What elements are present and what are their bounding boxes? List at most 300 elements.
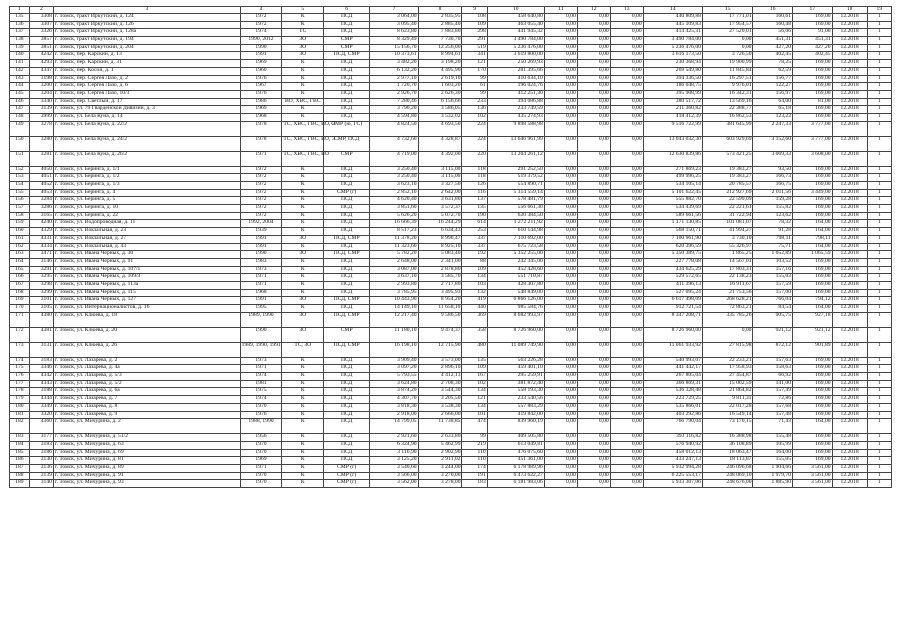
owners-funds-cell: 534 439,69 [643,205,702,213]
local-budget-cell: 0,00 [610,419,643,434]
local-budget-cell: 0,00 [610,281,643,289]
max-unit-cost-cell: 169,00 [793,75,833,83]
fund-cell: 0,00 [544,205,577,213]
max-unit-cost-cell: 3 561,00 [793,480,833,488]
completion-date-cell: 12.2018 [832,403,867,411]
system-cell: К [282,449,324,457]
building-id-cell: 3298 [29,281,53,289]
area-cell: 3 909,40 [370,357,418,365]
work-type-cell: ПСД [324,243,370,251]
completion-date-cell: 12.2018 [832,449,867,457]
local-budget-cell: 0,00 [610,98,643,106]
year-cell: 1991 [240,243,282,251]
unit-cost-cell: 155,48 [753,434,793,442]
work-type-cell: СМР [324,37,370,45]
year-cell: 1991 [240,235,282,243]
area-cell: 14 149,10 [370,305,418,313]
work-type-cell: ПСД, СМР [324,297,370,305]
system-cell: К [282,441,324,449]
other-funds-cell: 15 002,59 [702,380,753,388]
column-number: 17 [793,7,833,14]
work-type-cell: ПСД [324,281,370,289]
fund-cell: 0,00 [544,403,577,411]
owners-funds-cell: 211 360,82 [643,106,702,114]
address-cell: г. Томск, ул. Ивана Черных, д. 113а [53,281,240,289]
completion-date-cell: 12.2018 [832,14,867,22]
residents-cell: 298 [462,29,487,37]
fund-cell: 0,00 [544,373,577,381]
note-cell: 1 [867,281,891,289]
row-number-cell: 172 [10,327,30,342]
max-unit-cost-cell: 169,00 [793,365,833,373]
unit-cost-cell: 155,82 [753,205,793,213]
row-number-cell: 159 [10,220,30,228]
residents-cell: 233 [462,98,487,106]
residents-cell: 137 [462,197,487,205]
address-cell: г. Томск, ул. Мичурина, д. 63 [53,441,240,449]
work-type-cell: ПСД [324,388,370,396]
row-number-cell: 185 [10,449,30,457]
area-cell: 1 720,70 [370,83,418,91]
fund-cell: 0,00 [544,449,577,457]
work-type-cell: ПСД [324,373,370,381]
max-unit-cost-cell: 169,00 [793,21,833,29]
completion-date-cell: 12.2018 [832,411,867,419]
system-cell: К [282,289,324,297]
total-cost-cell: 839 960,19 [487,419,544,434]
living-area-cell: 3 572,37 [418,205,462,213]
total-cost-cell: 452 428,60 [487,266,544,274]
max-unit-cost-cell: 169,00 [793,281,833,289]
address-cell: г. Томск, ул. Лазарева, д. 7 [53,396,240,404]
area-cell: 3 637,10 [370,274,418,282]
local-budget-cell: 0,00 [610,258,643,266]
completion-date-cell: 12.2018 [832,441,867,449]
living-area-cell: 3 205,50 [418,396,462,404]
row-number-cell: 146 [10,98,30,106]
budget-cell: 0,00 [577,457,610,465]
total-cost-cell: 551 710,87 [487,274,544,282]
fund-cell: 0,00 [544,166,577,174]
owners-funds-cell: 418 412,39 [643,113,702,121]
table-row [10,312,892,327]
address-cell: г. Томск, тракт Иркутский, д. 204 [53,44,240,52]
living-area-cell: 3 538,30 [418,403,462,411]
work-type-cell: ПСД [324,220,370,228]
building-id-cell: 3346 [29,365,53,373]
row-number-cell: 171 [10,312,30,327]
completion-date-cell: 12.2018 [832,258,867,266]
column-number: 10 [487,7,544,14]
building-id-cell: 3471 [29,251,53,259]
local-budget-cell: 0,00 [610,151,643,166]
system-cell: ЗО [282,312,324,327]
other-funds-cell: 22 388,77 [702,106,753,114]
residents-cell: 110 [462,457,487,465]
budget-cell: 0,00 [577,312,610,327]
budget-cell: 0,00 [577,189,610,197]
owners-funds-cell: 434 625,29 [643,266,702,274]
local-budget-cell: 0,00 [610,357,643,365]
unit-cost-cell: 157,68 [753,403,793,411]
owners-funds-cell: 7 100 961,90 [643,235,702,243]
fund-cell: 0,00 [544,365,577,373]
building-id-cell: 3284 [29,197,53,205]
total-cost-cell: 620 384,50 [487,212,544,220]
note-cell: 1 [867,419,891,434]
table-row [10,464,892,472]
unit-cost-cell: 164,00 [753,449,793,457]
unit-cost-cell: 78,25 [753,60,793,68]
other-funds-cell: 17 803,31 [702,266,753,274]
other-funds-cell: 27 815,98 [702,342,753,357]
budget-cell: 0,00 [577,281,610,289]
budget-cell: 0,00 [577,98,610,106]
local-budget-cell: 0,00 [610,289,643,297]
work-type-cell: ПСД [324,396,370,404]
residents-cell: 102 [462,380,487,388]
row-number-cell: 176 [10,373,30,381]
row-number-cell: 148 [10,113,30,121]
note-cell: 1 [867,106,891,114]
owners-funds-cell: 8 347 208,71 [643,312,702,327]
other-funds-cell: 248 069,10 [702,472,753,480]
max-unit-cost-cell: 169,00 [793,411,833,419]
budget-cell: 0,00 [577,235,610,243]
address-cell: г. Томск, ул. Бела Куна, д. 24/2 [53,136,240,151]
row-number-cell: 165 [10,266,30,274]
building-id-cell: 4360 [29,419,53,434]
local-budget-cell: 0,00 [610,380,643,388]
row-number-cell: 179 [10,396,30,404]
area-cell: 3 540,60 [370,464,418,472]
year-cell: 1972 [240,205,282,213]
address-cell: г. Томск, ул. Ивана Черных, д. 91 [53,258,240,266]
address-cell: г. Томск, ул. Мичурина, д. 69 [53,449,240,457]
year-cell: 1990 [240,44,282,52]
local-budget-cell: 0,00 [610,14,643,22]
total-cost-cell: 563 226,28 [487,357,544,365]
max-unit-cost-cell: 169,00 [793,14,833,22]
building-id-cell: 3105 [29,305,53,313]
residents-cell: 291 [462,37,487,45]
completion-date-cell: 12.2018 [832,281,867,289]
other-funds-cell: 22 017,28 [702,403,753,411]
address-cell: г. Томск, ул. Беринга, д. 5 [53,197,240,205]
note-cell: 1 [867,434,891,442]
year-cell: 1971 [240,464,282,472]
max-unit-cost-cell: 169,00 [793,83,833,91]
residents-cell: 99 [462,90,487,98]
living-area-cell: 2 626,30 [418,90,462,98]
completion-date-cell: 12.2018 [832,67,867,75]
owners-funds-cell: 186 048,75 [643,83,702,91]
local-budget-cell: 0,00 [610,441,643,449]
budget-cell: 0,00 [577,67,610,75]
area-cell: 3 562,00 [370,480,418,488]
total-cost-cell: 675 723,58 [487,243,544,251]
other-funds-cell: 16 862,53 [702,113,753,121]
work-type-cell: ПСД [324,289,370,297]
owners-funds-cell: 271 869,23 [643,166,702,174]
system-cell: К [282,388,324,396]
total-cost-cell: 519 379,52 [487,174,544,182]
row-number-cell: 147 [10,106,30,114]
year-cell: 1972 [240,14,282,22]
system-cell: К [282,266,324,274]
table-row [10,342,892,357]
note-cell: 1 [867,266,891,274]
completion-date-cell: 12.2018 [832,480,867,488]
row-number-cell: 189 [10,480,30,488]
completion-date-cell: 12.2018 [832,136,867,151]
owners-funds-cell: 380 517,72 [643,98,702,106]
note-cell: 1 [867,166,891,174]
owners-funds-cell: 529 572,65 [643,274,702,282]
column-number: 19 [867,7,891,14]
other-funds-cell: 14 567,01 [702,258,753,266]
living-area-cell: 2 633,80 [418,434,462,442]
residents-cell: 480 [462,342,487,357]
local-budget-cell: 0,00 [610,29,643,37]
unit-cost-cell: 2 011,56 [753,189,793,197]
completion-date-cell: 12.2018 [832,60,867,68]
row-number-cell: 175 [10,365,30,373]
note-cell: 1 [867,60,891,68]
other-funds-cell: 22 233,21 [702,357,753,365]
fund-cell: 0,00 [544,52,577,60]
building-id-cell: 4380 [29,312,53,327]
column-number: 13 [610,7,643,14]
building-id-cell: 4053 [29,189,53,197]
max-unit-cost-cell: 169,00 [793,205,833,213]
year-cell: 1960 [240,67,282,75]
building-id-cell: 3999 [29,113,53,121]
residents-cell: 474 [462,419,487,434]
local-budget-cell: 0,00 [610,228,643,236]
residents-cell: 135 [462,205,487,213]
other-funds-cell: 1 865,25 [702,251,753,259]
other-funds-cell: 22 138,23 [702,274,753,282]
total-cost-cell: 13 646 961,99 [487,136,544,151]
completion-date-cell: 12.2018 [832,151,867,166]
address-cell: г. Томск, ул. Беринга, д. 4 [53,189,240,197]
work-type-cell: ПСД [324,182,370,190]
row-number-cell: 184 [10,441,30,449]
fund-cell: 0,00 [544,98,577,106]
note-cell: 1 [867,136,891,151]
note-cell: 1 [867,327,891,342]
fund-cell: 0,00 [544,90,577,98]
note-cell: 1 [867,388,891,396]
max-unit-cost-cell: 169,00 [793,274,833,282]
work-type-cell: ПСД, СМР [324,251,370,259]
living-area-cell: 6 634,43 [418,228,462,236]
address-cell: г. Томск, тракт Иркутский, д. 128а [53,29,240,37]
column-number: 2 [29,7,53,14]
system-cell: К [282,113,324,121]
total-cost-cell: 451 361,00 [487,457,544,465]
completion-date-cell: 12.2018 [832,83,867,91]
owners-funds-cell: 535 866,01 [643,403,702,411]
other-funds-cell: 212 927,69 [702,189,753,197]
completion-date-cell: 12.2018 [832,472,867,480]
area-cell: 4 620,40 [370,197,418,205]
owners-funds-cell: 458 012,13 [643,449,702,457]
year-cell: 1981 [240,380,282,388]
address-cell: г. Томск, пер. Косой, д. 1 [53,67,240,75]
area-cell: 3 087,00 [370,266,418,274]
other-funds-cell: 21 753,56 [702,289,753,297]
other-funds-cell: 19 900,99 [702,60,753,68]
table-row [10,281,892,289]
fund-cell: 0,00 [544,60,577,68]
building-id-cell: 3295 [29,274,53,282]
work-type-cell: ПСД [324,75,370,83]
total-cost-cell: 233 540,56 [487,396,544,404]
area-cell: 4 307,70 [370,396,418,404]
other-funds-cell: 73 170,15 [702,419,753,434]
budget-cell: 0,00 [577,411,610,419]
total-cost-cell: 6 178 989,96 [487,464,544,472]
note-cell: 1 [867,121,891,136]
total-cost-cell: 281 395,66 [487,67,544,75]
area-cell: 2 852,10 [370,189,418,197]
column-number: 5 [282,7,324,14]
local-budget-cell: 0,00 [610,197,643,205]
fund-cell: 0,00 [544,212,577,220]
budget-cell: 0,00 [577,205,610,213]
note-cell: 1 [867,365,891,373]
work-type-cell: ПСД [324,166,370,174]
fund-cell: 0,00 [544,243,577,251]
work-type-cell: СМР [324,327,370,342]
fund-cell: 0,00 [544,235,577,243]
fund-cell: 0,00 [544,289,577,297]
living-area-cell: 7 730,70 [418,37,462,45]
unit-cost-cell: 158,63 [753,365,793,373]
address-cell: г. Томск, пер. Светлый, д. 17 [53,98,240,106]
building-id-cell: 3340 [29,98,53,106]
local-budget-cell: 0,00 [610,449,643,457]
total-cost-cell: 463 055,40 [487,21,544,29]
address-cell: г. Томск, пер. Сергея Лазо, 10/3 [53,90,240,98]
total-cost-cell: 441 945,32 [487,29,544,37]
completion-date-cell: 12.2018 [832,380,867,388]
other-funds-cell: 603 929,69 [702,136,753,151]
year-cell: 1991 [240,297,282,305]
max-unit-cost-cell: 169,00 [793,457,833,465]
max-unit-cost-cell: 169,00 [793,373,833,381]
area-cell: 7 280,46 [370,98,418,106]
unit-cost-cell: 1 885,90 [753,480,793,488]
residents-cell: 109 [462,21,487,29]
row-number-cell: 141 [10,60,30,68]
local-budget-cell: 0,00 [610,37,643,45]
completion-date-cell: 12.2018 [832,266,867,274]
other-funds-cell: 55 326,97 [702,243,753,251]
max-unit-cost-cell: 3 777,00 [793,121,833,136]
fund-cell: 0,00 [544,380,577,388]
residents-cell: 358 [462,327,487,342]
local-budget-cell: 0,00 [610,189,643,197]
building-id-cell: 4347 [29,67,53,75]
address-cell: г. Томск, ул. Ивана Черных, д. 127 [53,297,240,305]
note-cell: 1 [867,52,891,60]
work-type-cell: ПСД [324,274,370,282]
area-cell: 3 851,60 [370,205,418,213]
local-budget-cell: 0,00 [610,327,643,342]
living-area-cell: 6 156,66 [418,98,462,106]
fund-cell: 0,00 [544,220,577,228]
budget-cell: 0,00 [577,434,610,442]
other-funds-cell: 18 063,47 [702,449,753,457]
completion-date-cell: 12.2018 [832,243,867,251]
building-id-cell: 3281 [29,151,53,166]
local-budget-cell: 0,00 [610,235,643,243]
budget-cell: 0,00 [577,419,610,434]
budget-cell: 0,00 [577,305,610,313]
completion-date-cell: 12.2018 [832,44,867,52]
completion-date-cell: 12.2018 [832,90,867,98]
system-cell: ЗО [282,327,324,342]
residents-cell: 103 [462,281,487,289]
owners-funds-cell: 6 225 553,17 [643,472,702,480]
owners-funds-cell: 230 368,94 [643,60,702,68]
fund-cell: 0,00 [544,274,577,282]
local-budget-cell: 0,00 [610,60,643,68]
local-budget-cell: 0,00 [610,434,643,442]
year-cell: 1969 [240,457,282,465]
year-cell: 1967 [240,83,282,91]
work-type-cell: ПСД [324,113,370,121]
max-unit-cost-cell: 164,00 [793,220,833,228]
area-cell: 14 799,05 [370,419,418,434]
other-funds-cell: 9 976,01 [702,83,753,91]
unit-cost-cell: 91,28 [753,228,793,236]
area-cell: 4 719,00 [370,151,418,166]
budget-cell: 0,00 [577,274,610,282]
row-number-cell: 154 [10,182,30,190]
work-type-cell: ПСД [324,457,370,465]
address-cell: г. Томск, ул. Беринга, д. 1/1 [53,166,240,174]
completion-date-cell: 12.2018 [832,457,867,465]
total-cost-cell: 6 181 983,06 [487,480,544,488]
budget-cell: 0,00 [577,174,610,182]
unit-cost-cell: 71,43 [753,419,793,434]
living-area-cell: 5 083,40 [418,251,462,259]
unit-cost-cell: 921,12 [753,327,793,342]
year-cell: 1971 [240,365,282,373]
system-cell: ЗО [282,297,324,305]
residents-cell: 224 [462,136,487,151]
budget-cell: 0,00 [577,182,610,190]
living-area-cell: 5 072,70 [418,212,462,220]
completion-date-cell: 12.2018 [832,189,867,197]
note-cell: 1 [867,83,891,91]
completion-date-cell: 12.2018 [832,357,867,365]
note-cell: 1 [867,251,891,259]
area-cell: 3 116,90 [370,449,418,457]
budget-cell: 0,00 [577,197,610,205]
residents-cell: 118 [462,166,487,174]
other-funds-cell: 27 454,87 [702,373,753,381]
note-cell: 1 [867,228,891,236]
system-cell: К [282,67,324,75]
living-area-cell: 8 994,61 [418,52,462,60]
completion-date-cell: 12.2018 [832,37,867,45]
owners-funds-cell: 5 932 994,28 [643,464,702,472]
